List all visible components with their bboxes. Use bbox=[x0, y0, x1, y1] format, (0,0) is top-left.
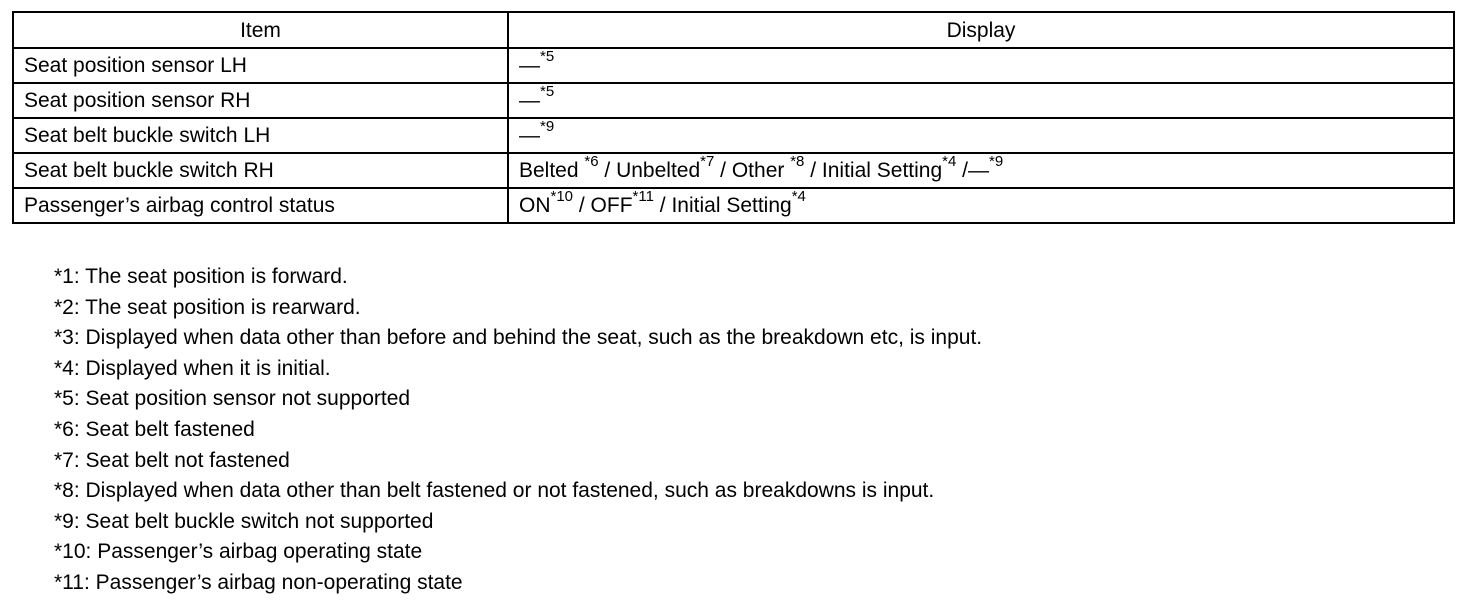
footnote-item: *4: Displayed when it is initial. bbox=[54, 356, 331, 380]
display-text: /— bbox=[956, 159, 989, 182]
display-cell bbox=[508, 188, 1454, 223]
item-cell: Seat belt buckle switch RH bbox=[13, 153, 508, 188]
item-cell: Seat position sensor RH bbox=[13, 83, 508, 118]
table-body bbox=[13, 48, 1454, 223]
footnote-ref: *11 bbox=[632, 188, 654, 205]
footnote-ref: *4 bbox=[942, 153, 957, 170]
footnote-item: *8: Displayed when data other than belt fastened or not fastened, such as breakdowns is input. bbox=[54, 479, 935, 503]
display-cell bbox=[508, 153, 1454, 188]
table-row bbox=[13, 153, 1454, 188]
footnote-item: *2: The seat position is rearward. bbox=[54, 295, 361, 319]
footnote-ref: *9 bbox=[540, 118, 555, 135]
table-row bbox=[13, 118, 1454, 153]
display-text: — bbox=[519, 54, 540, 77]
item-display-table bbox=[12, 11, 1455, 224]
footnote-item: *5: Seat position sensor not supported bbox=[54, 387, 411, 411]
footnotes-list bbox=[54, 262, 982, 599]
display-text: / Initial Setting bbox=[653, 194, 792, 217]
header-display: Display bbox=[508, 12, 1454, 48]
item-cell: Passenger’s airbag control status bbox=[13, 188, 508, 223]
display-text: Belted bbox=[519, 159, 585, 182]
footnote-item: *1: The seat position is forward. bbox=[54, 265, 348, 288]
display-text: / OFF bbox=[573, 194, 633, 217]
table-row bbox=[13, 48, 1454, 83]
display-text: ON bbox=[519, 194, 551, 217]
display-text: / Other bbox=[714, 159, 791, 182]
footnote-ref: *7 bbox=[700, 153, 715, 170]
table-row bbox=[13, 83, 1454, 118]
display-text: / Unbelted bbox=[598, 159, 701, 182]
footnote-ref: *9 bbox=[989, 153, 1004, 170]
footnote-ref: *8 bbox=[790, 153, 805, 170]
footnote-ref: *5 bbox=[540, 48, 555, 65]
table-row bbox=[13, 188, 1454, 223]
footnote-item: *9: Seat belt buckle switch not supported bbox=[54, 509, 434, 533]
display-text: — bbox=[519, 89, 540, 112]
footnote-item: *7: Seat belt not fastened bbox=[54, 448, 290, 472]
display-cell bbox=[508, 83, 1454, 118]
footnote-ref: *10 bbox=[550, 188, 574, 205]
footnote-ref: *4 bbox=[791, 188, 806, 205]
footnote-item: *10: Passenger’s airbag operating state bbox=[54, 540, 423, 564]
item-cell: Seat position sensor LH bbox=[13, 48, 508, 83]
footnote-ref: *6 bbox=[584, 153, 599, 170]
display-text: — bbox=[519, 124, 540, 147]
display-cell bbox=[508, 48, 1454, 83]
footnote-item: *3: Displayed when data other than before and behind the seat, such as the breakdown etc, is input. bbox=[54, 326, 983, 350]
table-header-row bbox=[13, 12, 1454, 48]
display-text: / Initial Setting bbox=[804, 159, 943, 182]
footnote-ref: *5 bbox=[540, 83, 555, 100]
header-item: Item bbox=[13, 12, 508, 48]
display-cell bbox=[508, 118, 1454, 153]
footnote-item: *11: Passenger’s airbag non-operating state bbox=[54, 570, 463, 594]
footnote-item: *6: Seat belt fastened bbox=[54, 417, 255, 441]
item-cell: Seat belt buckle switch LH bbox=[13, 118, 508, 153]
